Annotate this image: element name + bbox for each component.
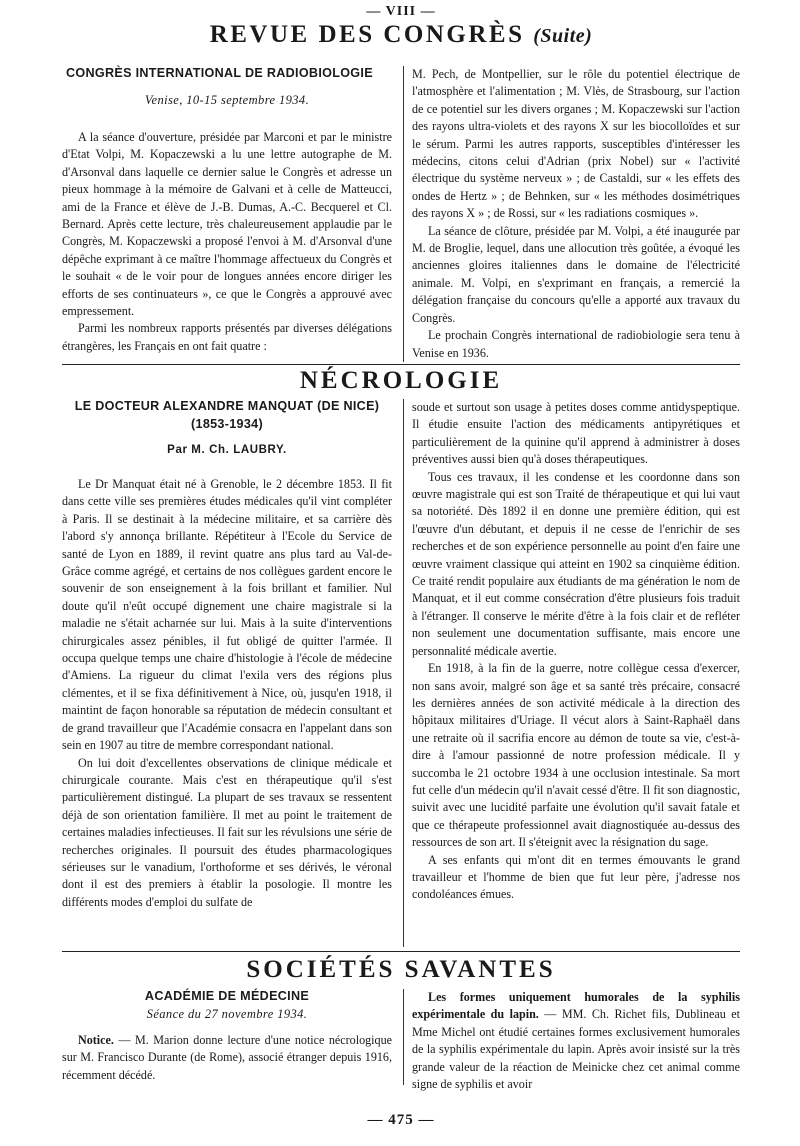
- column-divider: [403, 989, 404, 1085]
- necrologie-paragraph: Tous ces travaux, il les condense et les coordonne dans son œuvre magistrale qui est son Traité de thérapeutique et qui lui vaut sa notoriété. Dès 1892 il en donne une première édition, qui est l'œuvre d'un débutant, et depuis il ne cesse de l'enrichir de ses recherches et de son expérience personnelle au point d'en faire une œuvre vraiment classique qui atteint en 1902 sa cinquième édition. Ce traité rendit populaire aux étudiants de ma génération le nom de Manquat, et il eut comme consécration d'être plusieurs fois traduit à l'étranger. Il conserve le mérite d'être à la fois clair et de refléter non seulement une documentation suffisante, mais encore une personnalité médicale avertie.: [412, 469, 740, 658]
- page-number: — 475 —: [367, 1112, 435, 1128]
- syphilis-paragraph: [412, 989, 740, 1093]
- necrologie-paragraph: En 1918, à la fin de la guerre, notre collègue cessa d'exercer, non sans avoir, malgré son âge et sa santé très précaire, consacré les dernières années de son activité médicale à la direction des hôpitaux militaires d'Uriage. Il vécut alors à Saint-Raphaël dans une retraite où il sacrifia encore au démon de toute sa vie, c'est-à-dire à l'amour passionné de notre profession médicale. Il y succomba le 21 octobre 1934 à une occlusion intestinale. Sa mort fut celle d'un médecin qu'il n'avait cessé d'être. Il fit son diagnostic, suivit avec une lucidité parfaite une évolution qu'il savait fatale et que ce thérapeute professionnel avait diagnostiquée au-dessus des ressources de son art. Il s'éteignit avec la résignation du sage.: [412, 661, 740, 850]
- page-roman-numeral: — VIII —: [366, 4, 436, 19]
- congres-right-column: [412, 66, 740, 362]
- necrologie-paragraph: A ses enfants qui m'ont dit en termes émouvants le grand travailleur et l'homme de bien que fut leur père, j'adresse nos condoléances émues.: [412, 852, 740, 902]
- necrologie-left-column: [62, 476, 392, 911]
- congres-paragraph: La séance de clôture, présidée par M. Volpi, a été inaugurée par M. de Broglie, lequel, dans une allocution très goûtée, a évoqué les anciennes gloires italiennes dans le domaine de l'électricité animale. M. Volpi, en s'exprimant en français, a remercié la délégation française du concours qu'elle a apporté aux travaux du Congrès.: [412, 223, 740, 325]
- societes-left-column: [62, 1032, 392, 1084]
- congres-title: CONGRÈS INTERNATIONAL DE RADIOBIOLOGIE: [66, 66, 373, 80]
- necrologie-author: Par M. Ch. LAUBRY.: [167, 444, 287, 456]
- academie-dateline: Séance du 27 novembre 1934.: [146, 1007, 308, 1021]
- necrologie-paragraph: Le Dr Manquat était né à Grenoble, le 2 décembre 1853. Il fit dans cette ville ses premières études médicales qu'il vint compléter à Paris. Il se destinait à la médecine militaire, et sa carrière dès l'abord s'y annonça brillante. Répétiteur à l'Ecole du Service de santé de Lyon en 1889, il revint quatre ans plus tard au Val-de-Grâce comme agrégé, et certains de nos collègues gardent encore le souvenir de son enseignement à la fois brillant et familier. Nul doute qu'il n'eût occupé dignement une chaire magistrale si la maladie ne s'était acharnée sur lui. Mais à la suite d'interventions chirurgicales assez pénibles, il fut obligé de quitter l'armée. Il occupa quelque temps une chaire d'histologie à l'école de médecine d'Amiens. La rigueur du climat l'exila vers des régions plus clémentes, et il se fixa définitivement à Nice, où, jusqu'en 1918, il maintint de façon honorable sa réputation de médecin consultant et de grand travailleur que l'Académie consacra en l'appelant dans son sein en 1907 au titre de membre correspondant national.: [62, 477, 392, 753]
- revue-title-main: REVUE DES CONGRÈS: [209, 21, 525, 48]
- necrologie-dates: (1853-1934): [191, 417, 263, 431]
- congres-paragraph: Le prochain Congrès international de radiobiologie sera tenu à Venise en 1936.: [412, 328, 740, 360]
- congres-left-column: [62, 129, 392, 355]
- revue-title: [62, 18, 740, 53]
- section-rule: [62, 364, 740, 365]
- notice-label: Notice.: [78, 1033, 114, 1047]
- section-rule: [62, 951, 740, 952]
- academie-title: ACADÉMIE DE MÉDECINE: [144, 989, 310, 1003]
- revue-title-suite: (Suite): [533, 25, 593, 47]
- notice-paragraph: [62, 1032, 392, 1084]
- societes-right-column: [412, 989, 740, 1093]
- journal-page: [62, 0, 740, 1146]
- congres-paragraph: M. Pech, de Montpellier, sur le rôle du potentiel électrique de l'atmosphère et l'alimentation ; M. Vlès, de Strasbourg, sur l'action de ce potentiel sur les divers organes ; M. Kopaczewski sur l'action des rayons ultra-violets et des rayons X sur les biocolloïdes et sur le sérum. Parmi les autres rapports, susceptibles d'intéresser les médecins, citons celui d'Adrian (prix Nobel) sur « l'activité électrique du système nerveux » ; de Castaldi, sur « les effets des ondes de Hertz » ; de Behnken, sur « les méthodes dosimétriques des rayons X » ; de Rossi, sur « les radiations cosmiques ».: [412, 67, 740, 221]
- necrologie-paragraph: On lui doit d'excellentes observations de clinique médicale et chirurgicale courante. Mais c'est en thérapeutique qu'il s'est particulièrement distingué. La plupart de ses travaux se ressentent déjà de son orientation familière. Il met au point le traitement de certaines maladies infectieuses. Il fait sur les révulsions une série de recherches originales. Il poursuit des études pharmacologiques sérieuses sur le vanadium, l'orthoforme et ses dérivés, le véronal dont il est des premiers à établir la posologie. Il montre les différents modes d'emploi du sulfate de: [62, 755, 392, 909]
- congres-paragraph: A la séance d'ouverture, présidée par Marconi et par le ministre d'Etat Volpi, M. Kopaczewski a lu une lettre autographe de M. d'Arsonval dans laquelle ce dernier salue le Congrès et adresse un pieux hommage à la mémoire de Galvani et à celle de Matteucci, ami de la France et élève de J.-B. Dumas, A.-C. Becquerel et Cl. Bernard. Après cette lecture, très chaleureusement applaudie par le Congrès, M. Kopaczewski a proposé l'envoi à M. d'Arsonval d'une dépêche exprimant à ce maître l'hommage affectueux du Congrès et le souhait « de le voir pour de longues années encore diriger les efforts de ses continuateurs », ce que le Congrès a approuvé avec empressement.: [62, 130, 392, 319]
- notice-text: — M. Marion donne lecture d'une notice nécrologique sur M. Francisco Durante (de Rome), associé étranger depuis 1916, récemment décédé.: [62, 1033, 392, 1082]
- congres-paragraph: Parmi les nombreux rapports présentés par diverses délégations étrangères, les Français en ont fait quatre :: [62, 321, 392, 353]
- column-divider: [403, 66, 404, 362]
- syphilis-heading: Les formes uniquement humorales de la syphilis expérimentale du lapin.: [412, 990, 740, 1022]
- column-divider: [403, 399, 404, 947]
- necrologie-article-title: LE DOCTEUR ALEXANDRE MANQUAT (DE NICE): [74, 399, 380, 413]
- necrologie-section-title: NÉCROLOGIE: [299, 367, 503, 394]
- congres-dateline: Venise, 10-15 septembre 1934.: [144, 93, 310, 107]
- societes-section-title: SOCIÉTÉS SAVANTES: [246, 956, 556, 983]
- necrologie-paragraph: soude et surtout son usage à petites doses comme antidyspeptique. Il étudie ensuite l'action des médicaments antipyrétiques et particulièrement de la quinine qu'il apprend à administrer à doses préventives aussi bien qu'à doses thérapeutiques.: [412, 400, 740, 467]
- syphilis-text: — MM. Ch. Richet fils, Dublineau et Mme Michel ont étudié certaines formes exclusivement humorales de la syphilis expérimentale du lapin. Après avoir insisté sur la très grande valeur de la réaction de Meinicke chez cet animal comme signe de syphilis et avoir: [412, 1007, 741, 1092]
- necrologie-right-column: [412, 399, 740, 904]
